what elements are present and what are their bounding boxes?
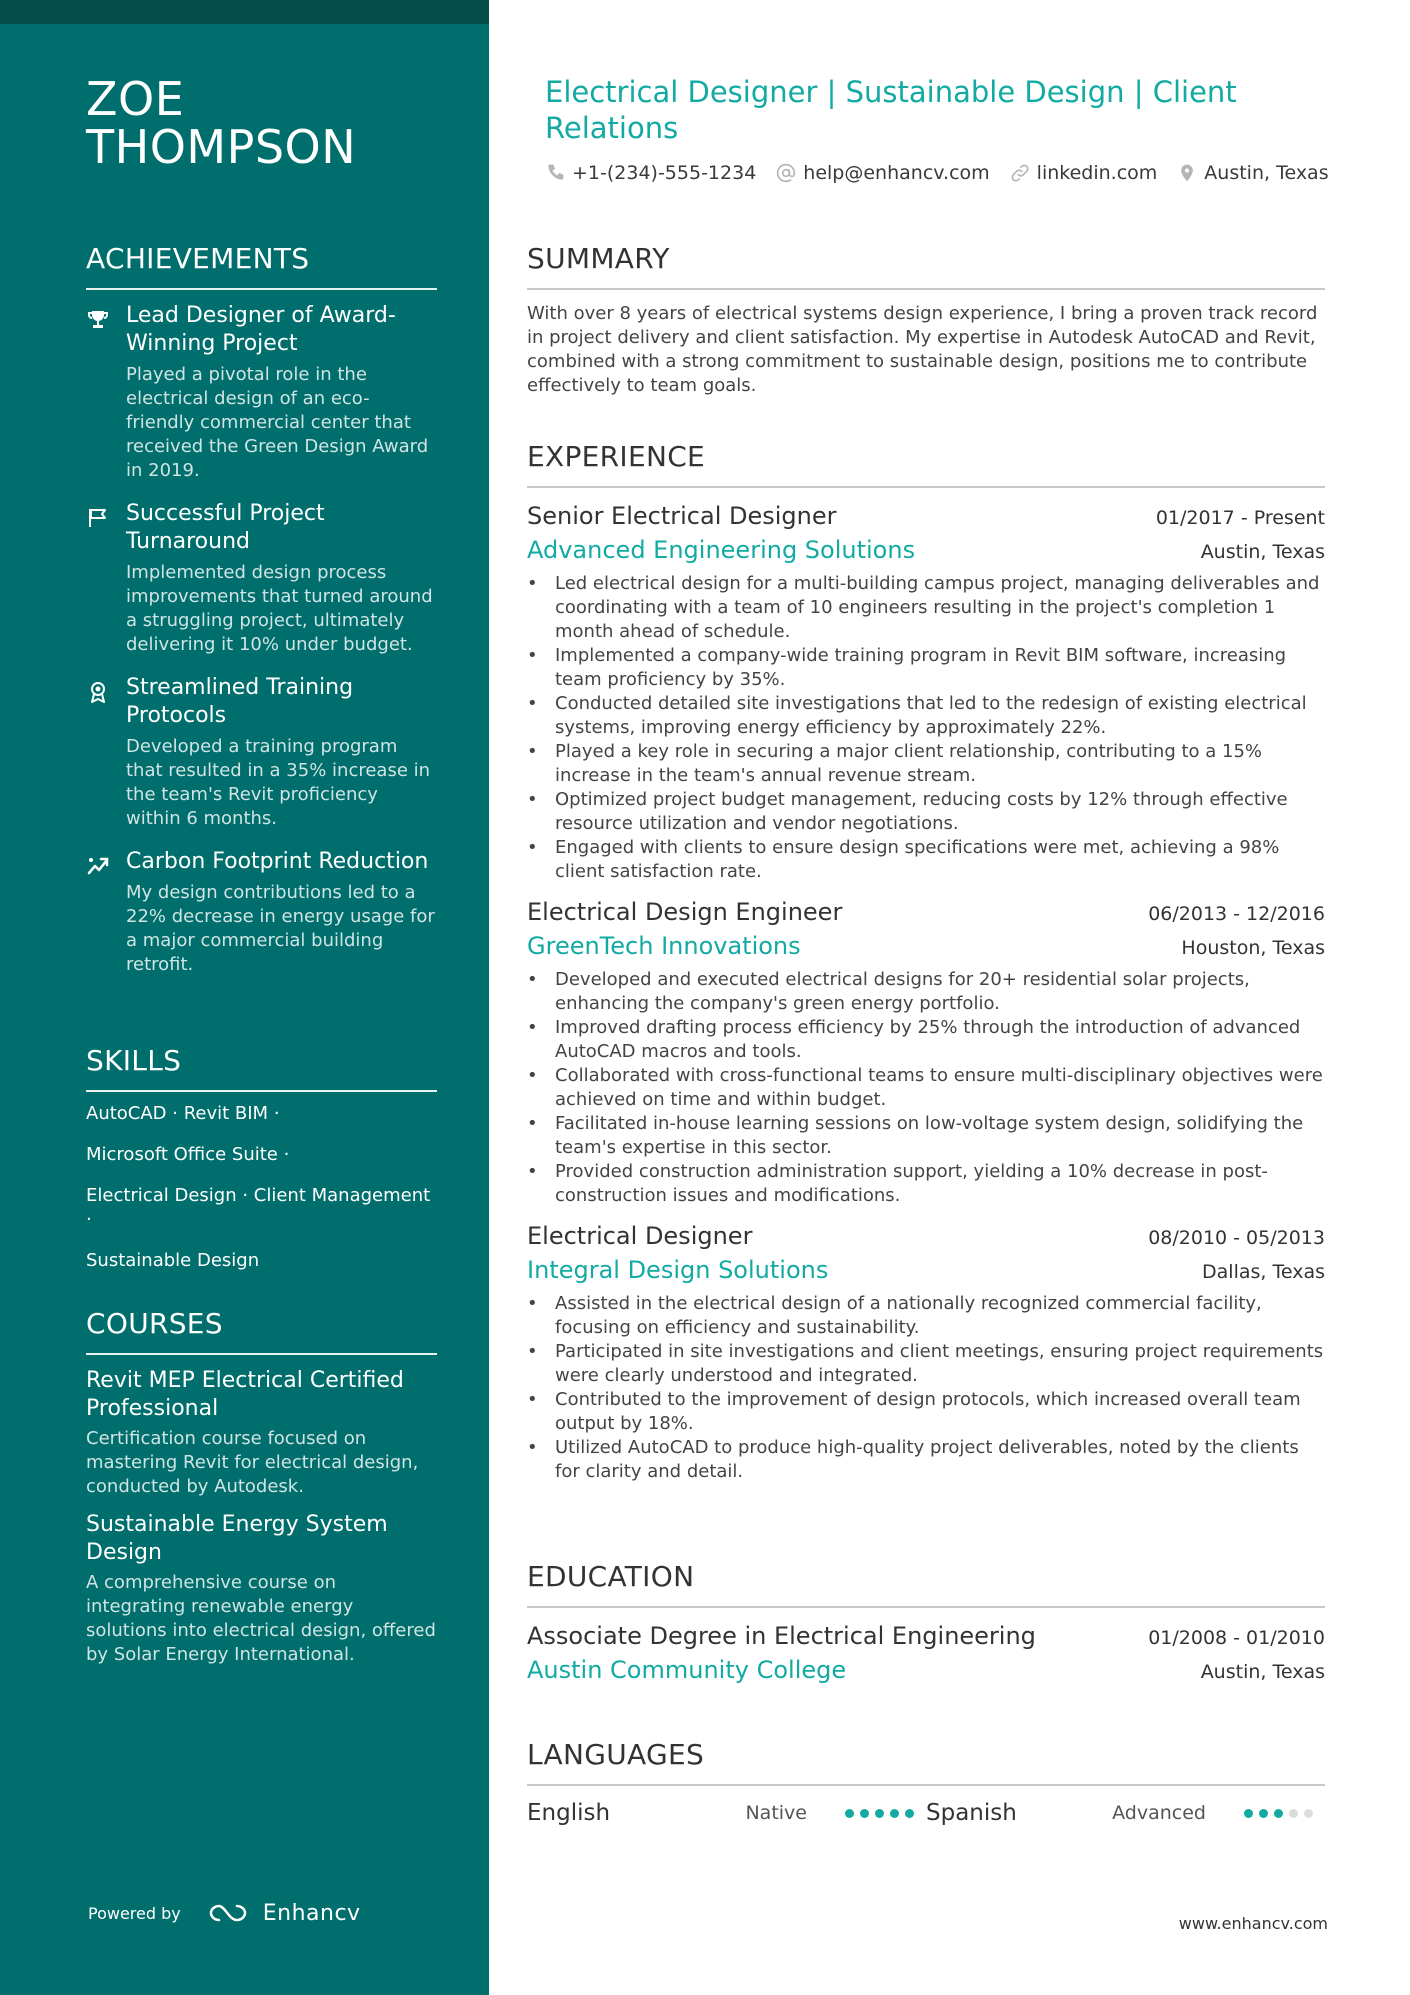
location-pin-icon — [1177, 163, 1197, 183]
experience-section — [527, 440, 1325, 1484]
achievement-title: Successful Project Turnaround — [126, 501, 325, 554]
company-name: GreenTech Innovations — [527, 932, 801, 960]
skill-line: Microsoft Office Suite · — [86, 1144, 290, 1165]
job-bullets — [527, 968, 1325, 1208]
email-text: help@enhancv.com — [803, 162, 990, 184]
courses-section — [86, 1307, 437, 1679]
experience-title: EXPERIENCE — [527, 440, 1325, 488]
website-link[interactable]: www.enhancv.com — [1178, 1914, 1328, 1933]
language-name: Spanish — [926, 1800, 1017, 1826]
rating-dot-filled — [845, 1809, 854, 1818]
award-ribbon-icon — [86, 680, 110, 704]
contact-bar — [545, 162, 1349, 184]
course-desc: A comprehensive course on integrating renewable energy solutions into electrical design, offered by Solar Energy International. — [86, 1572, 436, 1665]
sidebar-top-bar — [0, 0, 489, 24]
skills-title: SKILLS — [86, 1044, 437, 1092]
headline: Electrical Designer | Sustainable Design | Client Relations — [545, 75, 1237, 145]
job-bullets — [527, 1292, 1325, 1484]
chart-trend-icon — [86, 854, 110, 878]
job-entry — [527, 500, 1325, 884]
bullet-item: • Improved drafting process efficiency by 25% through the introduction of advanced AutoCAD macros and tools. — [527, 1016, 1325, 1064]
at-icon — [776, 163, 796, 183]
company-name: Advanced Engineering Solutions — [527, 536, 916, 564]
rating-dot-empty — [1304, 1809, 1313, 1818]
rating-dot-filled — [1274, 1809, 1283, 1818]
bullet-item: • Played a key role in securing a major client relationship, contributing to a 15% increase in the team's annual revenue stream. — [527, 740, 1325, 788]
achievements-section — [86, 242, 437, 994]
linkedin-text: linkedin.com — [1036, 162, 1158, 184]
education-location: Austin, Texas — [1200, 1661, 1325, 1683]
summary-text: With over 8 years of electrical systems design experience, I bring a proven track record in project delivery and client satisfaction. My expertise in Autodesk AutoCAD and Revit, combined with a strong commitment to sustainable design, positions me to contribute effectively to team goals. — [527, 303, 1318, 396]
job-location: Dallas, Texas — [1202, 1261, 1325, 1283]
job-entry — [527, 1220, 1325, 1484]
achievement-title: Lead Designer of Award-Winning Project — [126, 303, 396, 356]
achievement-item — [86, 302, 437, 483]
bullet-item: • Provided construction administration support, yielding a 10% decrease in post-construction issues and modifications. — [527, 1160, 1325, 1208]
achievements-title: ACHIEVEMENTS — [86, 242, 437, 290]
course-title: Sustainable Energy System Design — [86, 1512, 388, 1565]
contact-location — [1177, 162, 1328, 184]
rating-dot-filled — [890, 1809, 899, 1818]
bullet-item: • Assisted in the electrical design of a nationally recognized commercial facility, focusing on efficiency and sustainability. — [527, 1292, 1325, 1340]
powered-by-label: Powered by — [88, 1903, 181, 1923]
bullet-item: • Contributed to the improvement of design protocols, which increased overall team output by 18%. — [527, 1388, 1325, 1436]
job-title: Electrical Design Engineer — [527, 898, 843, 926]
course-title: Revit MEP Electrical Certified Professional — [86, 1368, 404, 1421]
bullet-item: • Conducted detailed site investigations that led to the redesign of existing electrical systems, improving energy efficiency by approximately 22%. — [527, 692, 1325, 740]
trophy-icon — [86, 308, 110, 332]
education-entry — [527, 1620, 1325, 1688]
bullet-item: • Participated in site investigations and client meetings, ensuring project requirements were clearly understood and integrated. — [527, 1340, 1325, 1388]
school-name: Austin Community College — [527, 1656, 847, 1684]
phone-text: +1-(234)-555-1234 — [572, 162, 757, 184]
enhancv-brand[interactable] — [207, 1900, 361, 1926]
rating-dot-filled — [1259, 1809, 1268, 1818]
achievement-desc: Played a pivotal role in the electrical design of an eco-friendly commercial center that received the Green Design Award in 2019. — [126, 364, 429, 481]
courses-title: COURSES — [86, 1307, 437, 1355]
sidebar — [0, 0, 489, 1995]
powered-by — [88, 1900, 361, 1926]
job-bullets — [527, 572, 1325, 884]
contact-linkedin[interactable] — [1010, 162, 1158, 184]
language-level: Native — [745, 1802, 807, 1824]
rating-dot-filled — [1244, 1809, 1253, 1818]
contact-phone[interactable] — [545, 162, 756, 184]
achievement-item — [86, 500, 437, 657]
rating-dot-filled — [905, 1809, 914, 1818]
bullet-item: • Implemented a company-wide training program in Revit BIM software, increasing team proficiency by 35%. — [527, 644, 1325, 692]
company-name: Integral Design Solutions — [527, 1256, 829, 1284]
summary-title: SUMMARY — [527, 242, 1325, 290]
education-dates: 01/2008 - 01/2010 — [1148, 1627, 1325, 1649]
enhancv-logo-icon — [207, 1900, 253, 1926]
achievement-desc: My design contributions led to a 22% decrease in energy usage for a major commercial building retrofit. — [126, 882, 435, 975]
candidate-name: ZOE THOMPSON — [86, 72, 357, 174]
job-dates: 08/2010 - 05/2013 — [1148, 1227, 1325, 1249]
skill-line: AutoCAD · Revit BIM · — [86, 1103, 280, 1124]
language-item — [926, 1800, 1325, 1826]
achievement-item — [86, 674, 437, 831]
language-name: English — [527, 1800, 611, 1826]
location-text: Austin, Texas — [1204, 162, 1329, 184]
achievement-desc: Implemented design process improvements that turned around a struggling project, ultimately delivering it 10% under budget. — [126, 562, 433, 655]
job-dates: 01/2017 - Present — [1155, 507, 1325, 529]
bullet-item: • Engaged with clients to ensure design specifications were met, achieving a 98% client satisfaction rate. — [527, 836, 1325, 884]
course-item — [86, 1367, 437, 1499]
rating-dot-empty — [1289, 1809, 1298, 1818]
phone-icon — [545, 163, 565, 183]
achievement-title: Carbon Footprint Reduction — [126, 849, 429, 874]
languages-section — [527, 1738, 1325, 1826]
course-desc: Certification course focused on mastering Revit for electrical design, conducted by Autodesk. — [86, 1428, 419, 1497]
languages-title: LANGUAGES — [527, 1738, 1325, 1786]
rating-dot-filled — [875, 1809, 884, 1818]
job-title: Electrical Designer — [527, 1222, 753, 1250]
language-level: Advanced — [1112, 1802, 1206, 1824]
language-rating — [839, 1809, 914, 1818]
job-entry — [527, 896, 1325, 1208]
summary-section — [527, 242, 1325, 398]
link-icon — [1010, 163, 1030, 183]
skill-line: Sustainable Design — [86, 1250, 260, 1271]
language-rating — [1238, 1809, 1313, 1818]
job-location: Austin, Texas — [1200, 541, 1325, 563]
achievement-title: Streamlined Training Protocols — [126, 675, 354, 728]
course-item — [86, 1511, 437, 1667]
achievement-desc: Developed a training program that resulted in a 35% increase in the team's Revit proficiency within 6 months. — [126, 736, 431, 829]
enhancv-brand-name: Enhancv — [262, 1900, 361, 1926]
achievement-item — [86, 848, 437, 977]
contact-email[interactable] — [776, 162, 989, 184]
bullet-item: • Utilized AutoCAD to produce high-quality project deliverables, noted by the clients for clarity and detail. — [527, 1436, 1325, 1484]
language-item — [527, 1800, 926, 1826]
degree-title: Associate Degree in Electrical Engineering — [527, 1622, 1036, 1650]
education-section — [527, 1560, 1325, 1688]
rating-dot-filled — [860, 1809, 869, 1818]
job-dates: 06/2013 - 12/2016 — [1148, 903, 1325, 925]
bullet-item: • Optimized project budget management, reducing costs by 12% through effective resource utilization and vendor negotiations. — [527, 788, 1325, 836]
flag-icon — [86, 506, 110, 530]
job-title: Senior Electrical Designer — [527, 502, 837, 530]
bullet-item: • Led electrical design for a multi-building campus project, managing deliverables and coordinating with a team of 10 engineers resulting in the project's completion 1 month ahead of schedule. — [527, 572, 1325, 644]
education-title: EDUCATION — [527, 1560, 1325, 1608]
skill-line: Electrical Design · Client Management · — [86, 1185, 431, 1230]
skills-section — [86, 1044, 437, 1290]
job-location: Houston, Texas — [1181, 937, 1325, 959]
bullet-item: • Collaborated with cross-functional teams to ensure multi-disciplinary objectives were achieved on time and within budget. — [527, 1064, 1325, 1112]
bullet-item: • Developed and executed electrical designs for 20+ residential solar projects, enhancing the company's green energy portfolio. — [527, 968, 1325, 1016]
bullet-item: • Facilitated in-house learning sessions on low-voltage system design, solidifying the team's expertise in this sector. — [527, 1112, 1325, 1160]
